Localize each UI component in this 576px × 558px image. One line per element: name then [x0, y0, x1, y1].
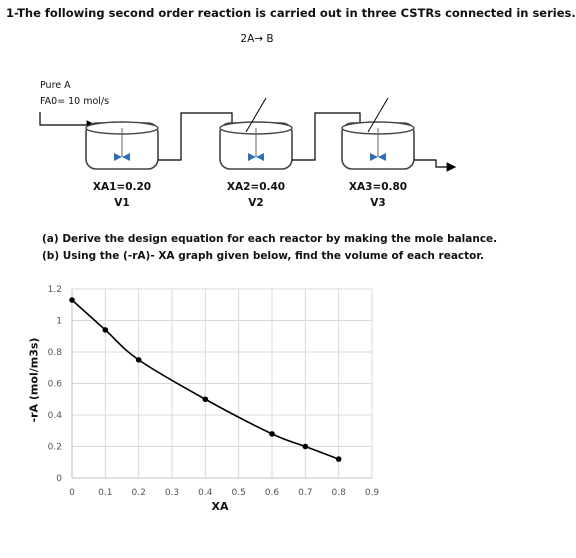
y-tick-label: 0.4	[47, 411, 62, 421]
reactor-2-conversion: XA2=0.40	[226, 181, 286, 193]
reactor-1-volume: V1	[114, 197, 130, 209]
reactor-3-conversion: XA3=0.80	[348, 181, 408, 193]
feed-label: Pure A	[40, 80, 71, 91]
y-tick-label: 0	[56, 474, 62, 484]
data-point	[336, 456, 342, 462]
problem-title: 1-The following second order reaction is carried out in three CSTRs connected in series.	[6, 6, 576, 20]
data-point	[136, 357, 142, 363]
reactor-1-conversion: XA1=0.20	[92, 181, 152, 193]
feed-flow-rate: FA0= 10 mol/s	[40, 96, 110, 107]
x-tick-label: 0.4	[198, 488, 213, 498]
x-tick-label: 0.7	[298, 488, 313, 498]
y-tick-label: 1.2	[47, 285, 62, 295]
question-part-a: (a) Derive the design equation for each reactor by making the mole balance.	[42, 233, 498, 245]
x-tick-label: 0	[69, 488, 75, 498]
data-point	[303, 444, 309, 450]
reactor-3-volume: V3	[370, 197, 386, 209]
y-tick-label: 0.2	[47, 442, 62, 453]
y-tick-label: 0.6	[47, 379, 62, 390]
reaction-equation: 2A→ B	[240, 33, 274, 45]
x-tick-label: 0.3	[164, 488, 180, 498]
x-tick-label: 0.9	[364, 488, 380, 498]
x-tick-label: 0.6	[264, 488, 280, 498]
data-point	[269, 431, 275, 437]
y-axis-label: -rA (mol/m3s)	[27, 337, 41, 423]
question-part-b: (b) Using the (-rA)- XA graph given below, find the volume of each reactor.	[42, 250, 485, 262]
data-point	[203, 396, 209, 402]
y-tick-label: 1	[56, 316, 62, 327]
x-axis-label: XA	[211, 500, 229, 513]
data-point	[103, 327, 109, 333]
x-tick-label: 0.5	[231, 488, 246, 498]
data-point	[69, 297, 75, 303]
x-tick-label: 0.2	[131, 488, 146, 498]
x-tick-label: 0.1	[98, 488, 113, 498]
x-tick-label: 0.8	[331, 488, 346, 498]
reactor-2-volume: V2	[248, 197, 264, 209]
y-tick-label: 0.8	[47, 348, 62, 358]
